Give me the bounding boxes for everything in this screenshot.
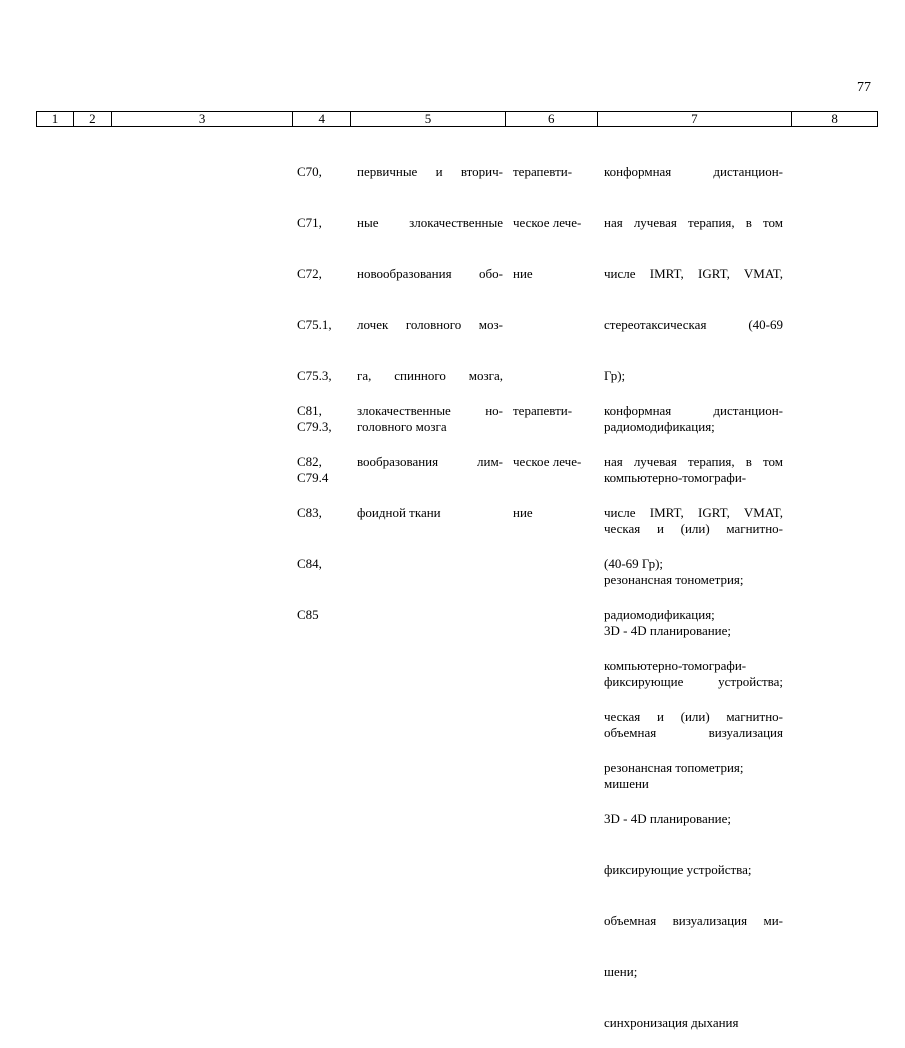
treatment-line: терапевти-	[513, 164, 573, 179]
column-header: 2	[73, 112, 111, 126]
icd-code: C72,	[297, 266, 322, 281]
method-line: числе IMRT, IGRT, VMAT,	[604, 266, 783, 281]
method-line: радиомодификация;	[604, 419, 715, 434]
icd-code: C71,	[297, 215, 322, 230]
method-line: числе IMRT, IGRT, VMAT,	[604, 505, 783, 520]
icd-code: C84,	[297, 556, 322, 571]
method-line: (40-69 Гр);	[604, 556, 664, 571]
treatment-cell	[513, 129, 598, 299]
method-line: резонансная топометрия;	[604, 760, 744, 775]
method-line: ная лучевая терапия, в том	[604, 215, 783, 230]
column-header: 8	[791, 112, 877, 126]
treatment-line: ческое лече-	[513, 215, 582, 230]
method-line: 3D - 4D планирование;	[604, 811, 732, 826]
method-line: ная лучевая терапия, в том	[604, 454, 783, 469]
method-line: 3D - 4D планирование;	[604, 623, 732, 638]
icd-code: C85	[297, 607, 319, 622]
diagnosis-cell	[357, 368, 503, 538]
method-line: синхронизация дыхания	[604, 1015, 739, 1030]
method-cell	[604, 368, 783, 1048]
method-line: ческая и (или) магнитно-	[604, 709, 783, 724]
method-line: компьютерно-томографи-	[604, 470, 747, 485]
treatment-line: ние	[513, 505, 533, 520]
method-line: стереотаксическая (40-69	[604, 317, 783, 332]
diagnosis-line: лочек головного моз-	[357, 317, 503, 332]
icd-code: C79.3,	[297, 419, 332, 434]
column-header: 5	[350, 112, 505, 126]
column-header: 6	[505, 112, 597, 126]
treatment-line: терапевти-	[513, 403, 573, 418]
diagnosis-line: ные злокачественные	[357, 215, 503, 230]
diagnosis-line: злокачественные но-	[357, 403, 503, 418]
method-line: фиксирующие устройства;	[604, 674, 783, 689]
column-header: 1	[51, 111, 59, 126]
method-line: резонансная тонометрия;	[604, 572, 744, 587]
method-line: радиомодификация;	[604, 607, 715, 622]
method-line: конформная дистанцион-	[604, 164, 783, 179]
method-line: Гр);	[604, 368, 626, 383]
method-line: компьютерно-томографи-	[604, 658, 747, 673]
diagnosis-line: вообразования лим-	[357, 454, 503, 469]
icd-code: C75.1,	[297, 317, 332, 332]
method-line: шени;	[604, 964, 638, 979]
column-header: 7	[597, 112, 792, 126]
icd-code: C81,	[297, 403, 322, 418]
diagnosis-line: первичные и вторич-	[357, 164, 503, 179]
method-line: ческая и (или) магнитно-	[604, 521, 783, 536]
icd-codes-cell	[297, 368, 352, 640]
method-line: фиксирующие устройства;	[604, 862, 752, 877]
icd-code: C75.3,	[297, 368, 332, 383]
icd-code: C82,	[297, 454, 322, 469]
method-line: конформная дистанцион-	[604, 403, 783, 418]
column-header: 4	[292, 112, 350, 126]
icd-code: C83,	[297, 505, 322, 520]
treatment-cell	[513, 368, 598, 538]
column-header: 3	[111, 112, 293, 126]
treatment-line: ческое лече-	[513, 454, 582, 469]
method-line: объемная визуализация ми-	[604, 913, 783, 928]
diagnosis-line: головного мозга	[357, 419, 447, 434]
method-line: мишени	[604, 776, 649, 791]
icd-code: C70,	[297, 164, 322, 179]
diagnosis-line: фоидной ткани	[357, 505, 441, 520]
method-line: объемная визуализация	[604, 725, 783, 740]
page-number: 77	[857, 80, 871, 95]
diagnosis-line: га, спинного мозга,	[357, 368, 503, 383]
table-header-row	[36, 111, 878, 127]
diagnosis-line: новообразования обо-	[357, 266, 503, 281]
icd-code: C79.4	[297, 470, 329, 485]
treatment-line: ние	[513, 266, 533, 281]
